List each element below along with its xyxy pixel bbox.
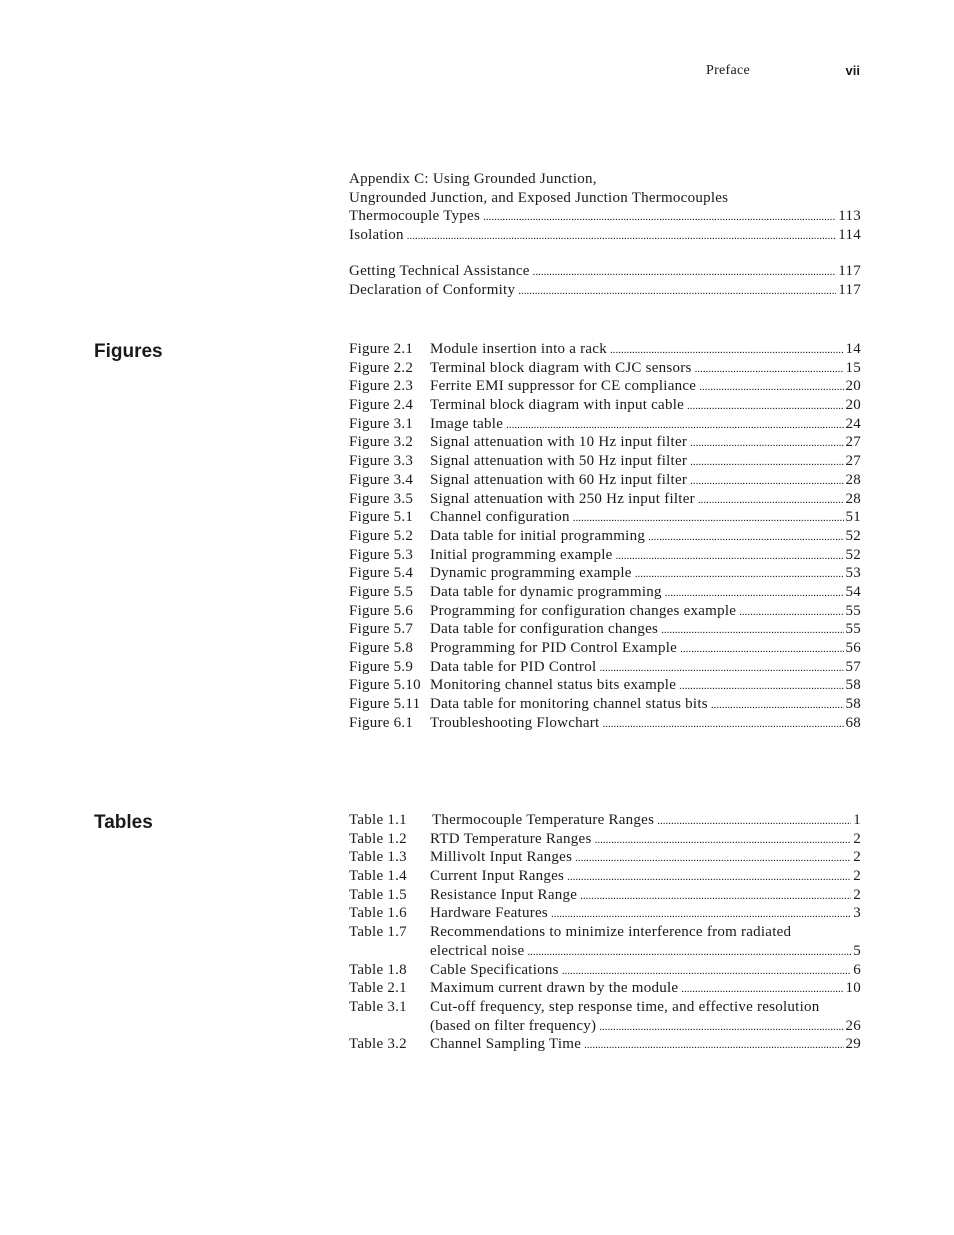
table-page: 2 [853,849,861,866]
table-title: Channel Sampling Time [430,1036,582,1053]
figure-number: Figure 3.4 [349,471,414,488]
figure-page: 27 [845,434,861,451]
figure-title: Ferrite EMI suppressor for CE compliance [430,378,697,395]
figure-number: Figure 5.4 [349,565,414,582]
table-entry[interactable] [349,904,861,923]
table-entry[interactable] [349,811,861,830]
figure-entry[interactable] [349,490,861,509]
toc-entry[interactable] [349,262,861,281]
figure-entry[interactable] [349,546,861,565]
figure-title: Data table for monitoring channel status bits [430,696,708,713]
figure-number: Figure 5.5 [349,583,414,600]
misc-toc [349,262,861,299]
dot-leader [699,378,843,397]
table-number: Table 1.2 [349,830,407,847]
figure-entry[interactable] [349,620,861,639]
table-page: 29 [845,1036,861,1053]
figure-page: 68 [845,714,861,731]
table-number: Table 1.8 [349,961,407,978]
table-title: Hardware Features [430,905,548,922]
figure-number: Figure 2.2 [349,359,414,376]
table-entry[interactable] [349,979,861,998]
dot-leader [690,472,843,491]
dot-leader [711,696,844,715]
figure-number: Figure 5.8 [349,640,414,656]
toc-entry-page: 117 [838,263,861,279]
figure-entry[interactable] [349,527,861,546]
figure-page: 55 [845,621,861,638]
figure-page: 58 [845,677,861,694]
table-number: Table 2.1 [349,980,407,997]
figure-page: 55 [845,602,861,619]
figure-page: 20 [845,378,861,395]
table-number: Table 1.7 [349,924,407,941]
figure-number: Figure 2.3 [349,378,414,395]
figure-page: 24 [845,415,861,432]
figure-title: Signal attenuation with 60 Hz input filter [430,471,688,488]
figure-title: Image table [430,415,504,432]
figures-list [349,340,861,732]
figure-title: Data table for initial programming [430,527,646,544]
table-page: 2 [853,868,861,885]
figure-title: Channel configuration [430,509,570,526]
figure-number: Figure 5.1 [349,509,414,526]
appendix-title-line: Appendix C: Using Grounded Junction, [349,171,597,187]
figure-title: Troubleshooting Flowchart [430,714,600,731]
dot-leader [665,584,844,603]
table-title: (based on filter frequency) [430,1017,597,1034]
dot-leader [679,677,843,696]
table-entry[interactable] [349,923,861,942]
table-number: Table 3.2 [349,1036,407,1053]
table-page: 10 [845,980,861,997]
table-page: 2 [853,830,861,847]
dot-leader [599,659,843,678]
figure-title: Dynamic programming example [430,565,632,582]
dot-leader [616,547,844,566]
table-page: 26 [845,1017,861,1034]
dot-leader [518,282,836,301]
dot-leader [551,905,851,924]
table-title: RTD Temperature Ranges [430,830,592,847]
table-title: Maximum current drawn by the module [430,980,679,997]
table-page: 6 [853,961,861,978]
figure-title: Signal attenuation with 250 Hz input filter [430,490,695,507]
table-title: electrical noise [430,942,525,959]
toc-entry-title: Isolation [349,227,404,244]
table-entry[interactable] [349,830,861,849]
figure-entry[interactable] [349,452,861,471]
figure-title: Data table for dynamic programming [430,583,662,600]
tables-heading: Tables [94,812,153,833]
figure-page: 54 [845,583,861,600]
table-title: Thermocouple Temperature Ranges [432,812,655,828]
table-title: Resistance Input Range [430,886,578,903]
tables-list [349,811,861,1054]
figure-entry[interactable] [349,508,861,527]
figure-number: Figure 2.4 [349,397,414,414]
figure-page: 14 [845,341,861,357]
figure-number: Figure 5.2 [349,527,414,544]
figure-title: Monitoring channel status bits example [430,677,677,694]
dot-leader [575,849,851,868]
table-title: Recommendations to minimize interference from radiated [430,924,792,941]
table-page: 1 [853,812,861,828]
toc-entry-page: 114 [838,227,861,244]
figure-page: 56 [845,640,861,656]
figure-entry[interactable] [349,676,861,695]
table-number: Table 1.6 [349,905,407,922]
figure-title: Initial programming example [430,546,613,563]
dot-leader [680,640,843,659]
table-title: Cut-off frequency, step response time, and effective resolution [430,998,820,1015]
figure-page: 58 [845,696,861,713]
figures-heading: Figures [94,341,163,362]
figure-page: 51 [845,509,861,526]
figure-entry[interactable] [349,471,861,490]
figure-page: 28 [845,471,861,488]
figure-number: Figure 3.5 [349,490,414,507]
figure-number: Figure 6.1 [349,714,414,731]
appendix-title-line: Ungrounded Junction, and Exposed Junction Thermocouples [349,189,729,206]
dot-leader [567,868,851,887]
table-title: Cable Specifications [430,961,559,978]
figure-entry[interactable] [349,396,861,415]
table-page: 2 [853,886,861,903]
figure-title: Programming for configuration changes example [430,602,737,619]
dot-leader [739,603,843,622]
figure-number: Figure 5.3 [349,546,414,563]
table-entry[interactable] [349,886,861,905]
figure-title: Data table for configuration changes [430,621,659,638]
dot-leader [573,509,844,528]
table-number: Table 1.3 [349,849,407,866]
figure-page: 20 [845,397,861,414]
figure-number: Figure 3.1 [349,415,414,432]
table-entry-continuation[interactable] [349,942,861,961]
figure-number: Figure 5.10 [349,677,421,694]
figure-page: 15 [845,359,861,376]
header-page-number: vii [845,63,860,78]
dot-leader [483,208,836,227]
toc-entry-page: 113 [838,208,861,225]
dot-leader [657,812,851,831]
table-number: Table 3.1 [349,998,407,1015]
figure-page: 52 [845,546,861,563]
figure-title: Module insertion into a rack [430,341,607,357]
dot-leader [635,565,844,584]
table-title: Millivolt Input Ranges [430,849,573,866]
figure-title: Terminal block diagram with CJC sensors [430,359,692,376]
figure-entry[interactable] [349,415,861,434]
dot-leader [648,528,843,547]
table-entry[interactable] [349,848,861,867]
table-number: Table 1.5 [349,886,407,903]
figure-entry[interactable] [349,639,861,658]
figure-page: 53 [845,565,861,582]
table-entry[interactable] [349,998,861,1017]
dot-leader [687,397,843,416]
table-entry[interactable] [349,1035,861,1054]
figure-entry[interactable] [349,583,861,602]
figure-page: 28 [845,490,861,507]
figure-entry[interactable] [349,695,861,714]
figure-entry[interactable] [349,564,861,583]
table-entry[interactable] [349,867,861,886]
figure-number: Figure 5.11 [349,696,421,713]
dot-leader [599,1018,843,1037]
dot-leader [610,341,844,360]
figure-entry[interactable] [349,377,861,396]
figure-title: Terminal block diagram with input cable [430,397,685,414]
dot-leader [681,980,843,999]
figure-entry[interactable] [349,658,861,677]
header-section-title: Preface [706,63,751,78]
dot-leader [562,962,852,981]
figure-title: Signal attenuation with 10 Hz input filter [430,434,688,451]
figure-page: 52 [845,527,861,544]
table-title: Current Input Ranges [430,868,565,885]
figure-entry[interactable] [349,340,861,359]
dot-leader [595,831,852,850]
dot-leader [661,621,843,640]
dot-leader [533,263,837,282]
figure-page: 27 [845,453,861,470]
toc-entry[interactable] [349,281,861,300]
dot-leader [527,943,851,962]
figure-entry[interactable] [349,602,861,621]
dot-leader [698,491,844,510]
dot-leader [695,360,844,379]
figure-number: Figure 5.6 [349,602,414,619]
figure-page: 57 [845,658,861,675]
table-entry[interactable] [349,961,861,980]
table-entry-continuation[interactable] [349,1017,861,1036]
table-page: 3 [853,905,861,922]
dot-leader [407,227,837,246]
toc-entry[interactable] [349,207,861,226]
figure-number: Figure 3.2 [349,434,414,451]
figure-title: Data table for PID Control [430,658,597,675]
table-number: Table 1.1 [349,812,407,828]
toc-entry-title: Thermocouple Types [349,208,481,225]
dot-leader [690,434,843,453]
table-number: Table 1.4 [349,868,407,885]
dot-leader [602,715,843,734]
figure-title: Programming for PID Control Example [430,640,678,656]
figure-number: Figure 3.3 [349,453,414,470]
figure-number: Figure 2.1 [349,341,414,357]
figure-number: Figure 5.9 [349,658,414,675]
toc-entry-title: Declaration of Conformity [349,281,516,298]
toc-entry[interactable] [349,226,861,245]
figure-number: Figure 5.7 [349,621,414,638]
figure-entry[interactable] [349,433,861,452]
toc-entry-title: Getting Technical Assistance [349,263,530,279]
figure-title: Signal attenuation with 50 Hz input filter [430,453,688,470]
dot-leader [690,453,843,472]
dot-leader [580,887,851,906]
dot-leader [584,1036,843,1055]
dot-leader [506,416,843,435]
appendix-c-toc [349,170,861,245]
figure-entry[interactable] [349,714,861,733]
table-page: 5 [853,942,861,959]
figure-entry[interactable] [349,359,861,378]
toc-entry-page: 117 [838,281,861,298]
page-header [0,63,954,83]
